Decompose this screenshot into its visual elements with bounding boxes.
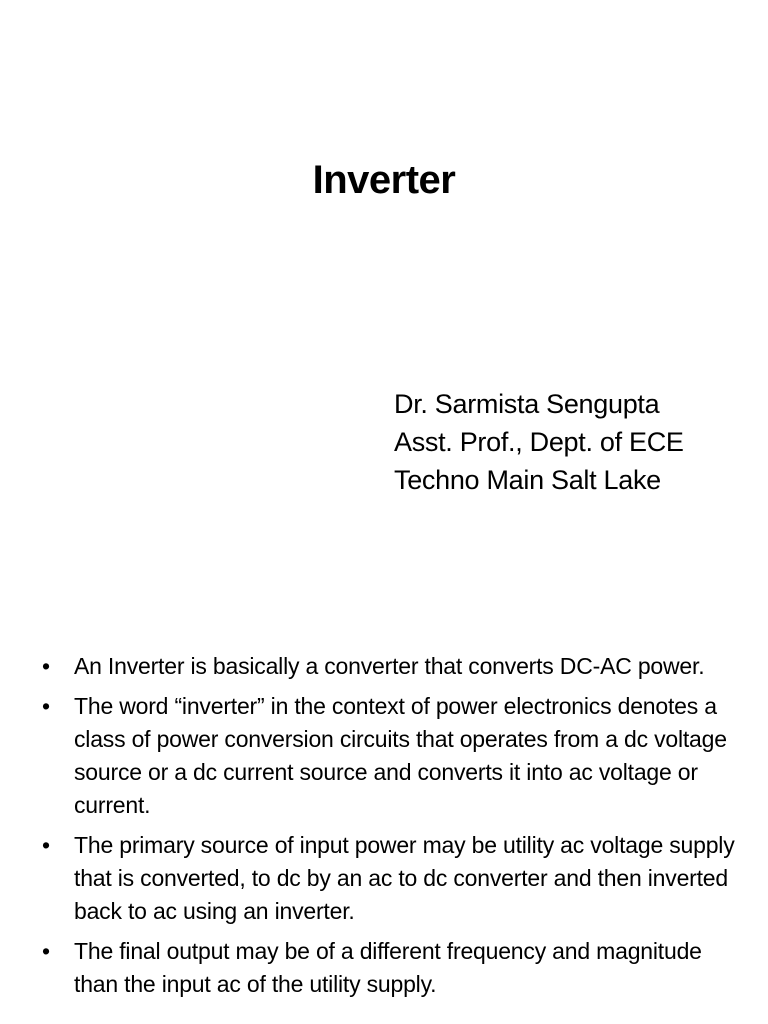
author-block [394,385,684,499]
bullet-item [40,650,740,683]
bullet-icon: • [42,938,50,964]
bullet-icon: • [42,693,50,719]
author-position: Asst. Prof., Dept. of ECE [394,427,684,457]
bullet-text: An Inverter is basically a converter that converts DC-AC power. [74,653,705,679]
bullet-item [40,829,740,928]
author-institution: Techno Main Salt Lake [394,465,661,495]
author-name: Dr. Sarmista Sengupta [394,389,660,419]
bullet-item [40,690,740,822]
bullet-icon: • [42,653,50,679]
bullet-text: The word “inverter” in the context of power electronics denotes a class of power conversion circuits that operates from a dc voltage source or a dc current source and converts it into ac voltage or current. [74,693,727,818]
slide-title: Inverter [312,158,456,202]
bullet-item [40,935,740,1001]
bullet-list [40,650,740,1008]
bullet-text: The final output may be of a different frequency and magnitude than the input ac of the utility supply. [74,938,702,997]
bullet-icon: • [42,832,50,858]
bullet-text: The primary source of input power may be utility ac voltage supply that is converted, to dc by an ac to dc converter and then inverted back to ac using an inverter. [74,832,735,924]
